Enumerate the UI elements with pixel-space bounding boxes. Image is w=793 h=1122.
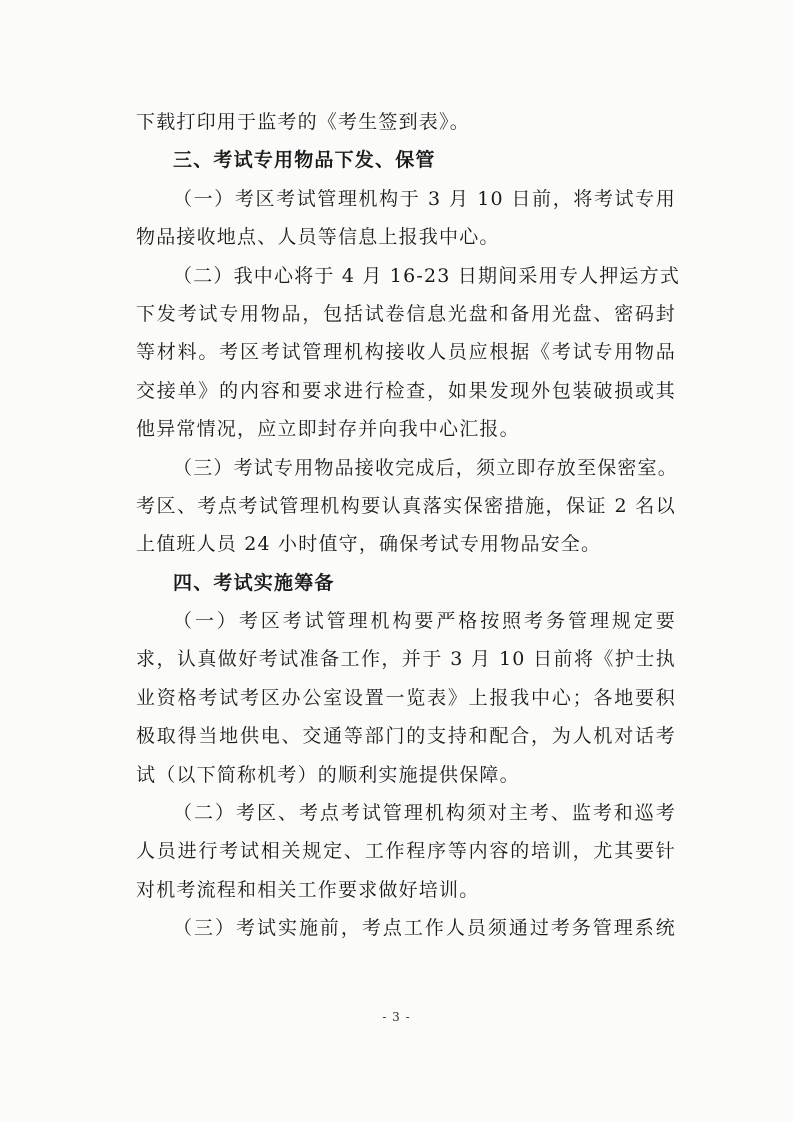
page-number: - 3 - — [382, 1010, 411, 1024]
document-body — [136, 103, 681, 948]
text-line: 求，认真做好考试准备工作，并于 3 月 10 日前将《护士执 — [136, 648, 676, 671]
text-line: 等材料。考区考试管理机构接收人员应根据《考试专用物品 — [136, 341, 676, 364]
text-line: 业资格考试考区办公室设置一览表》上报我中心；各地要积 — [136, 686, 676, 709]
text-line: 极取得当地供电、交通等部门的支持和配合，为人机对话考 — [136, 725, 676, 748]
text-line: 对机考流程和相关工作要求做好培训。 — [136, 878, 480, 901]
section-heading: 三、考试专用物品下发、保管 — [173, 149, 436, 172]
text-line: 试（以下简称机考）的顺利实施提供保障。 — [136, 763, 520, 786]
text-line: 人员进行考试相关规定、工作程序等内容的培训，尤其要针 — [136, 840, 676, 863]
text-line: 考区、考点考试管理机构要认真落实保密措施，保证 2 名以 — [136, 494, 676, 517]
section-heading: 四、考试实施筹备 — [173, 571, 335, 594]
text-line: 下载打印用于监考的《考生签到表》。 — [136, 111, 470, 133]
text-line: 下发考试专用物品，包括试卷信息光盘和备用光盘、密码封 — [136, 302, 676, 325]
text-line: 他异常情况，应立即封存并向我中心汇报。 — [136, 418, 520, 441]
text-line: 物品接收地点、人员等信息上报我中心。 — [136, 226, 500, 249]
text-line: 交接单》的内容和要求进行检查，如果发现外包装破损或其 — [136, 379, 676, 402]
text-line: 上值班人员 24 小时值守，确保考试专用物品安全。 — [136, 533, 602, 556]
text-line: （三）考试实施前，考点工作人员须通过考务管理系统 — [173, 917, 676, 940]
text-line: （一）考区考试管理机构于 3 月 10 日前，将考试专用 — [173, 187, 676, 210]
text-line: （二）我中心将于 4 月 16-23 日期间采用专人押运方式 — [173, 264, 681, 287]
text-line: （三）考试专用物品接收完成后，须立即存放至保密室。 — [173, 456, 679, 479]
text-line: （二）考区、考点考试管理机构须对主考、监考和巡考 — [173, 802, 676, 825]
text-line: （一）考区考试管理机构要严格按照考务管理规定要 — [173, 610, 676, 633]
